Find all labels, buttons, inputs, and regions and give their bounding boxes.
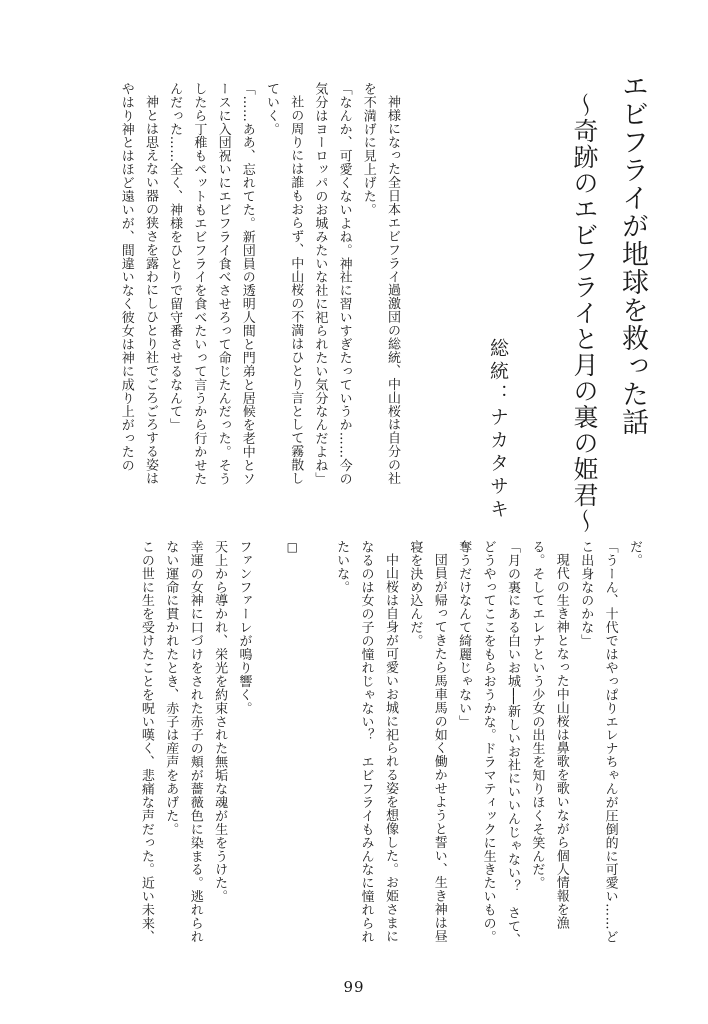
paragraph: 天上から導かれ、栄光を約束された無垢な魂が生をうけた。 (212, 540, 228, 904)
page-number: 99 (343, 978, 365, 996)
paragraph: この世に生を受けたことを呪い嘆く、悲痛な声だった。近い未来、 (138, 540, 154, 944)
paragraph: ファンファーレが鳴り響く。 (236, 540, 252, 715)
paragraph: だ。 (627, 540, 642, 567)
body-text-lower (60, 540, 646, 950)
paragraph: 団員が帰ってきたら馬車馬の如く働かせようと誓い、生き神は昼寝を決め込んだ。 (407, 540, 447, 944)
author-credit: 総統：ナカタサキ (487, 338, 509, 522)
paragraph: 「うーん、十代ではやっぱりエレナちゃんが圧倒的に可愛い……どこ出身なのかな」 (578, 540, 618, 944)
body-text-upper (64, 82, 404, 496)
paragraph: 「なんか、可愛くないよね。神社に習いすぎたっていうか……今の気分はヨーロッパのお城みたいな社に祀られたい気分なんだよね」 (312, 82, 352, 486)
paragraph: 「月の裏にある白いお城──新しいお社にいいんじゃない？ さて、どうやってここをもらおうかな。ドラマティックに生きたいもの。奪うだけなんて綺麗じゃない」 (456, 540, 520, 947)
paragraph: 幸運の女神に口づけをされた赤子の頬が薔薇色に染まる。逃れられない運命に貫かれたとき、赤子は産声をあげた。 (163, 540, 203, 944)
paragraph: 神とは思えない器の狭さを露わにしひとり社でごろごろする姿はやはり神とはほど遠いが、間違いなく彼女は神に成り上がったの (118, 82, 158, 486)
blank-line (304, 540, 328, 950)
paragraph: 中山桜は自身が可愛いお城に祀られる姿を想像した。お姫さまになるのは女の子の憧れじゃない？ エビフライもみんなに憧れられたいな。 (334, 540, 398, 944)
story-subtitle: 〜奇跡のエビフライと月の裏の姫君〜 (570, 92, 599, 534)
paragraph: 現代の生き神となった中山桜は鼻歌を歌いながら個人情報を漁る。そしてエレナという少女の出生を知りほくそ笑んだ。 (529, 540, 569, 930)
paragraph: 社の周りには誰もおらず、中山桜の不満はひとり言として霧散していく。 (263, 82, 304, 486)
paragraph: 神様になった全日本エビフライ過激団の総統、中山桜は自分の社を不満げに見上げた。 (360, 82, 400, 486)
story-title: エビフライが地球を救った話 (617, 72, 648, 436)
section-separator: □ (285, 540, 300, 555)
blank-line (256, 540, 280, 950)
paragraph: 「……ああ、忘れてた。新団員の透明人間と門弟と居候を老中とソースに入団祝いにエビフライ食べさせろって命じたんだった。そうしたら丁稚もペットもエビフライを食べたいって言うから行かせたんだった……全く、神様をひとりで留守番させるなんて」 (167, 82, 255, 486)
